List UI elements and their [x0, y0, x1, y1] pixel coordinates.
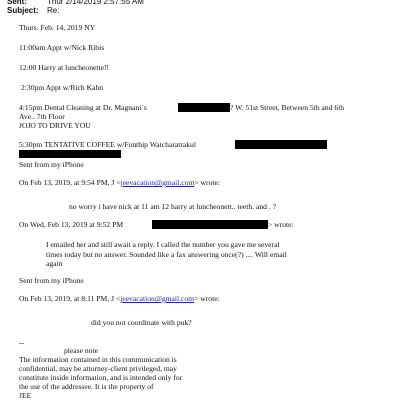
reply-header-prefix: On Feb 13, 2019, at 9:54 PM, J < — [19, 178, 121, 187]
subject-label: Subject: — [7, 6, 39, 15]
reply-text: did you not coordinate with puk? — [91, 318, 192, 327]
footer-line-3: constitute inside information, and is intended only for — [19, 373, 183, 382]
appointment-harry: 12:00 Harry at luncheonette!! — [19, 63, 110, 72]
email-link[interactable]: jeevacation@gmail.com — [120, 294, 195, 303]
sent-from-iphone: Sent from my iPhone — [19, 276, 84, 285]
redaction-box — [178, 103, 230, 112]
reply-header-suffix: > wrote: — [194, 178, 220, 187]
footer-line-1: The information contained in this communication is — [19, 355, 177, 364]
reply-text: no worry i have nick at 11 am 12 harry at luncheonett.. teeth. and . ? — [69, 202, 276, 211]
footer-line-5: JEE — [19, 391, 32, 400]
footer-line-2: confidential, may be attorney-client privileged, may — [19, 364, 177, 373]
reply-line-2: times today but no answer. Sounded like a fax answering once(?) .... Will email — [46, 250, 287, 259]
reply-line-1: I emailed her and still await a reply. I called the number you gave me several — [46, 240, 280, 249]
subject-value: Re: — [47, 6, 60, 15]
sent-from-iphone: Sent from my iPhone — [19, 160, 84, 169]
dental-line-part2: ? W. 51st Street, Between 5th and 6th — [230, 103, 345, 112]
redaction-box — [152, 220, 268, 229]
sent-label: Sent: — [7, 0, 27, 6]
please-note: please note — [64, 346, 98, 355]
date-line: Thurs. Feb. 14, 2019 NY — [19, 23, 96, 32]
reply-line-3: again — [46, 259, 63, 268]
reply-header-suffix: > wrote: — [194, 294, 220, 303]
sent-value: Thur 2/14/2019 2:57:55 AM — [47, 0, 144, 6]
reply-header — [19, 178, 220, 187]
redaction-box — [235, 140, 327, 149]
reply-header-prefix: On Feb 13, 2019, at 8:11 PM, J < — [19, 294, 121, 303]
dental-line2: Ave.. 7th Floor — [19, 112, 65, 121]
driver-note: JOJO TO DRIVE YOU — [19, 121, 91, 130]
signature-separator: -- — [19, 338, 25, 347]
reply-header-prefix: On Wed, Feb 13, 2019 at 9:52 PM — [19, 220, 124, 229]
appointment-kahn: 2:30pm Appt w/Rich Kahn — [21, 83, 104, 92]
dental-line-part1: 4:15pm Dental Cleaning at Dr. Magnani`s — [19, 103, 147, 112]
email-link[interactable]: jeevacation@gmail.com — [120, 178, 195, 187]
reply-header — [19, 294, 220, 303]
redaction-box — [19, 150, 121, 158]
appointment-ribis: 11:00am Appt w/Nick Ribis — [19, 43, 105, 52]
footer-line-4: the use of the addressee. It is the property of — [19, 382, 154, 391]
coffee-line: 5:30pm TENTATIVE COFFEE w/Fonthip Watcharatrakul — [19, 140, 196, 149]
reply-header-suffix: > wrote: — [268, 220, 294, 229]
